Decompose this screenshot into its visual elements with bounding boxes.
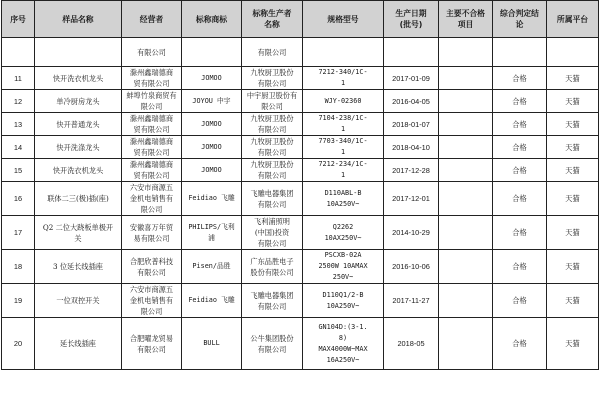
cell-platform: 天猫 (547, 216, 599, 250)
cell-producer: 九牧厨卫股份 有限公司 (242, 113, 303, 136)
cell-operator: 安徽喜万年贸 易有限公司 (122, 216, 182, 250)
header-conclusion: 综合判定结 论 (493, 1, 547, 38)
cell-platform (547, 38, 599, 67)
table-row (2, 182, 599, 216)
cell-fail-items (439, 318, 493, 370)
header-row (2, 1, 599, 38)
cell-model (303, 38, 384, 67)
cell-production-date: 2018-01-07 (384, 113, 439, 136)
cell-operator: 滁州鑫瑞德商 贸有限公司 (122, 67, 182, 90)
cell-model: Q2262 10AX250V~ (303, 216, 384, 250)
cell-production-date: 2017-12-01 (384, 182, 439, 216)
cell-brand: JOMOO (182, 136, 242, 159)
table-row (2, 136, 599, 159)
cell-operator: 六安市商源五 金机电销售有 限公司 (122, 284, 182, 318)
cell-sample-name: 快开普通龙头 (35, 113, 122, 136)
cell-producer: 飞雕电器集团 有限公司 (242, 284, 303, 318)
cell-operator: 六安市商源五 金机电销售有 限公司 (122, 182, 182, 216)
cell-model: 7212-340/1C- 1 (303, 67, 384, 90)
table-row (2, 250, 599, 284)
cell-production-date: 2017-11-27 (384, 284, 439, 318)
cell-brand: BULL (182, 318, 242, 370)
header-platform: 所属平台 (547, 1, 599, 38)
cell-brand: JOMOO (182, 67, 242, 90)
table-row (2, 67, 599, 90)
cell-conclusion (493, 38, 547, 67)
cell-fail-items (439, 113, 493, 136)
header-brand: 标称商标 (182, 1, 242, 38)
cell-sample-name: 一位双控开关 (35, 284, 122, 318)
cell-producer: 飞雕电器集团 有限公司 (242, 182, 303, 216)
cell-fail-items (439, 90, 493, 113)
table-row (2, 90, 599, 113)
cell-platform: 天猫 (547, 67, 599, 90)
cell-seq: 16 (2, 182, 35, 216)
cell-producer: 公牛集团股份 有限公司 (242, 318, 303, 370)
cell-fail-items (439, 38, 493, 67)
cell-producer: 九牧厨卫股份 有限公司 (242, 67, 303, 90)
cell-sample-name: Q2 二位大跷板单极开 关 (35, 216, 122, 250)
cell-production-date (384, 38, 439, 67)
cell-operator: 合肥欣普科技 有限公司 (122, 250, 182, 284)
cell-sample-name (35, 38, 122, 67)
cell-conclusion: 合格 (493, 182, 547, 216)
cell-model: 7104-238/1C- 1 (303, 113, 384, 136)
cell-production-date: 2017-12-28 (384, 159, 439, 182)
cell-producer: 有限公司 (242, 38, 303, 67)
table-row (2, 159, 599, 182)
cell-fail-items (439, 182, 493, 216)
cell-sample-name: 快开洗衣机龙头 (35, 159, 122, 182)
cell-seq: 19 (2, 284, 35, 318)
cell-conclusion: 合格 (493, 90, 547, 113)
cell-sample-name: 快开洗衣机龙头 (35, 67, 122, 90)
cell-platform: 天猫 (547, 284, 599, 318)
cell-production-date: 2016-10-06 (384, 250, 439, 284)
cell-operator: 滁州鑫瑞德商 贸有限公司 (122, 113, 182, 136)
cell-brand (182, 38, 242, 67)
cell-seq: 18 (2, 250, 35, 284)
cell-conclusion: 合格 (493, 113, 547, 136)
cell-fail-items (439, 159, 493, 182)
cell-seq: 12 (2, 90, 35, 113)
cell-brand: PHILIPS/飞利 浦 (182, 216, 242, 250)
cell-production-date: 2018-04-10 (384, 136, 439, 159)
table-row (2, 216, 599, 250)
cell-model: GN104D:(3-1. 8) MAX4000W~MAX 16A250V~ (303, 318, 384, 370)
cell-fail-items (439, 250, 493, 284)
cell-brand: Feidiao 飞雕 (182, 284, 242, 318)
cell-conclusion: 合格 (493, 216, 547, 250)
header-production-date: 生产日期 (批号) (384, 1, 439, 38)
cell-production-date: 2017-01-09 (384, 67, 439, 90)
cell-operator: 合肥曜龙贸易 有限公司 (122, 318, 182, 370)
cell-production-date: 2018-05 (384, 318, 439, 370)
cell-producer: 飞利浦照明 (中国)投资 有限公司 (242, 216, 303, 250)
cell-seq: 17 (2, 216, 35, 250)
cell-model: D110Q1/2-B 10A250V~ (303, 284, 384, 318)
header-seq: 序号 (2, 1, 35, 38)
cell-platform: 天猫 (547, 113, 599, 136)
cell-operator: 滁州鑫瑞德商 贸有限公司 (122, 136, 182, 159)
cell-conclusion: 合格 (493, 136, 547, 159)
cell-model: 7703-340/1C- 1 (303, 136, 384, 159)
cell-seq: 11 (2, 67, 35, 90)
cell-producer: 九牧厨卫股份 有限公司 (242, 159, 303, 182)
table-row (2, 284, 599, 318)
cell-fail-items (439, 284, 493, 318)
cell-producer: 九牧厨卫股份 有限公司 (242, 136, 303, 159)
table-row (2, 318, 599, 370)
cell-sample-name: 3 位延长线插座 (35, 250, 122, 284)
cell-fail-items (439, 136, 493, 159)
cell-model: D110ABL-B 10A250V~ (303, 182, 384, 216)
cell-sample-name: 快开洗涤龙头 (35, 136, 122, 159)
table-row (2, 38, 599, 67)
table-body (2, 38, 599, 370)
cell-production-date: 2016-04-05 (384, 90, 439, 113)
cell-brand: JOMOO (182, 159, 242, 182)
cell-conclusion: 合格 (493, 250, 547, 284)
cell-platform: 天猫 (547, 318, 599, 370)
cell-brand: Pisen/品胜 (182, 250, 242, 284)
cell-platform: 天猫 (547, 159, 599, 182)
cell-platform: 天猫 (547, 90, 599, 113)
cell-brand: JOMOO (182, 113, 242, 136)
cell-brand: Feidiao 飞雕 (182, 182, 242, 216)
header-sample-name: 样品名称 (35, 1, 122, 38)
cell-conclusion: 合格 (493, 67, 547, 90)
cell-conclusion: 合格 (493, 159, 547, 182)
cell-model: PSCXB-02A 2500W 10AMAX 250V~ (303, 250, 384, 284)
cell-producer: 广东品胜电子 股份有限公司 (242, 250, 303, 284)
cell-production-date: 2014-10-29 (384, 216, 439, 250)
cell-seq: 15 (2, 159, 35, 182)
cell-operator: 有限公司 (122, 38, 182, 67)
cell-model: WJY-02360 (303, 90, 384, 113)
cell-fail-items (439, 67, 493, 90)
cell-sample-name: 单冷厨房龙头 (35, 90, 122, 113)
cell-seq: 13 (2, 113, 35, 136)
header-producer: 标称生产者 名称 (242, 1, 303, 38)
cell-seq: 14 (2, 136, 35, 159)
header-fail-items: 主要不合格 项目 (439, 1, 493, 38)
table-row (2, 113, 599, 136)
cell-conclusion: 合格 (493, 318, 547, 370)
cell-model: 7212-234/1C- 1 (303, 159, 384, 182)
header-model: 规格型号 (303, 1, 384, 38)
header-operator: 经营者 (122, 1, 182, 38)
sampling-result-table (1, 0, 599, 370)
cell-fail-items (439, 216, 493, 250)
cell-platform: 天猫 (547, 250, 599, 284)
cell-operator: 蚌埠竹泉商贸有限公司 (122, 90, 182, 113)
cell-seq (2, 38, 35, 67)
cell-sample-name: 延长线插座 (35, 318, 122, 370)
cell-platform: 天猫 (547, 136, 599, 159)
cell-sample-name: 联体二三(极)插(座) (35, 182, 122, 216)
cell-producer: 中宇厨卫股份有限公司 (242, 90, 303, 113)
cell-seq: 20 (2, 318, 35, 370)
cell-operator: 滁州鑫瑞德商 贸有限公司 (122, 159, 182, 182)
cell-conclusion: 合格 (493, 284, 547, 318)
cell-platform: 天猫 (547, 182, 599, 216)
cell-brand: JOYOU 中宇 (182, 90, 242, 113)
